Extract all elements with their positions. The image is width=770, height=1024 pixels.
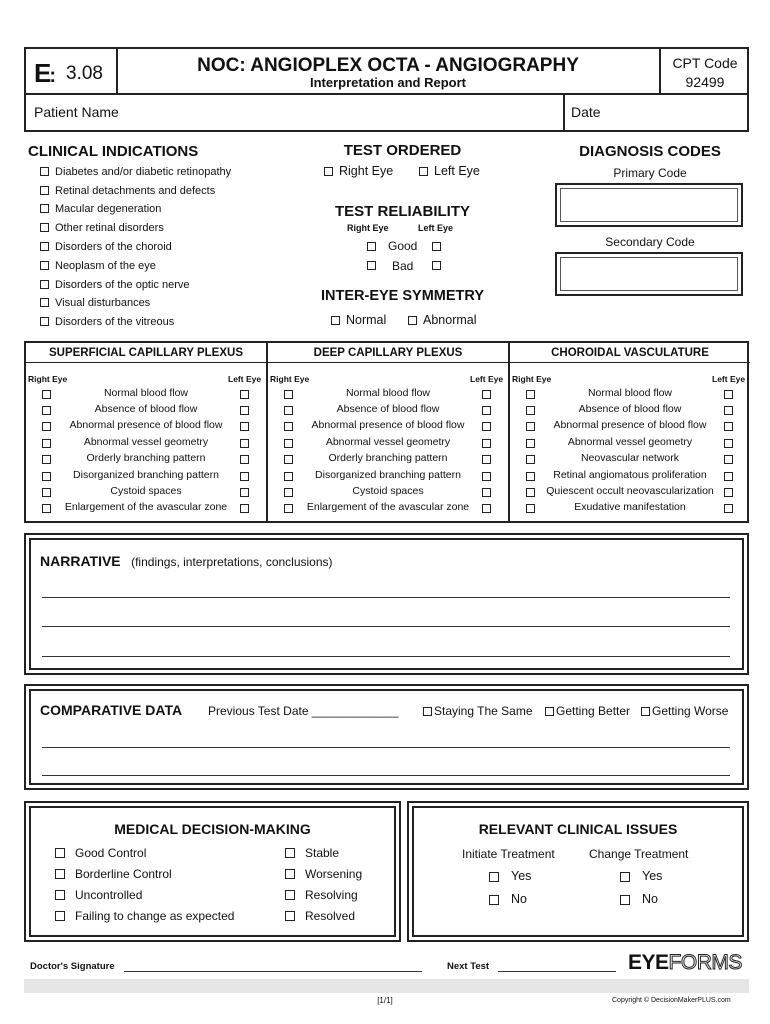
reliability-left-label: Left Eye xyxy=(418,223,454,233)
diagnosis-heading: DIAGNOSIS CODES xyxy=(579,143,721,160)
plexus-left-eye-checkbox[interactable] xyxy=(240,390,249,399)
plexus-column-heading: DEEP CAPILLARY PLEXUS xyxy=(268,343,508,363)
page-title: NOC: ANGIOPLEX OCTA - ANGIOGRAPHY xyxy=(197,55,579,76)
mdm-item[interactable] xyxy=(285,846,339,860)
clinical-indications-heading: CLINICAL INDICATIONS xyxy=(28,143,199,160)
mdm-checkbox[interactable] xyxy=(285,869,295,879)
clinical-indication-item[interactable] xyxy=(40,279,190,291)
mdm-label: Stable xyxy=(305,846,340,860)
page-subtitle: Interpretation and Report xyxy=(309,75,466,90)
plexus-right-eye-label: Right Eye xyxy=(28,374,68,384)
plexus-right-eye-checkbox[interactable] xyxy=(526,422,535,431)
clinical-indication-label: Other retinal disorders xyxy=(55,222,164,234)
reliability-bad-label: Bad xyxy=(392,259,414,273)
primary-code-input[interactable] xyxy=(560,188,738,222)
mdm-checkbox[interactable] xyxy=(55,869,65,879)
mdm-label: Failing to change as expected xyxy=(75,909,235,923)
clinical-indication-checkbox[interactable] xyxy=(40,298,49,307)
plexus-right-eye-checkbox[interactable] xyxy=(526,406,535,415)
test-reliability-heading: TEST RELIABILITY xyxy=(335,203,470,220)
page-number: [1/1] xyxy=(377,996,393,1005)
rci-initiate-no[interactable]: No xyxy=(489,892,527,906)
plexus-left-eye-checkbox[interactable] xyxy=(482,406,491,415)
rci-initiate-yes-checkbox[interactable] xyxy=(489,872,499,882)
mdm-label: Borderline Control xyxy=(75,867,172,881)
plexus-left-eye-checkbox[interactable] xyxy=(240,472,249,481)
plexus-row-label: Abnormal presence of blood flow xyxy=(311,419,465,431)
mdm-label: Resolved xyxy=(305,909,356,923)
copyright: Copyright © DecisionMakerPLUS.com xyxy=(612,997,731,1004)
plexus-right-eye-checkbox[interactable] xyxy=(526,390,535,399)
plexus-right-eye-checkbox[interactable] xyxy=(284,488,293,497)
clinical-indication-label: Neoplasm of the eye xyxy=(55,260,156,272)
test-ordered-left-checkbox[interactable] xyxy=(419,167,428,176)
rci-initiate-no-checkbox[interactable] xyxy=(489,895,499,905)
plexus-right-eye-checkbox[interactable] xyxy=(42,488,51,497)
plexus-left-eye-checkbox[interactable] xyxy=(724,406,733,415)
patient-name-field[interactable] xyxy=(26,96,562,130)
symmetry-abnormal[interactable]: Abnormal xyxy=(408,313,477,327)
plexus-right-eye-label: Right Eye xyxy=(512,374,552,384)
plexus-row-label: Normal blood flow xyxy=(103,387,189,399)
plexus-right-eye-checkbox[interactable] xyxy=(42,422,51,431)
clinical-indication-item[interactable] xyxy=(40,241,172,253)
header-divider xyxy=(24,93,749,95)
narrative-heading-row xyxy=(40,553,333,571)
reliability-bad-left-checkbox[interactable] xyxy=(432,261,441,270)
test-ordered-heading: TEST ORDERED xyxy=(343,142,462,159)
footer-band xyxy=(24,979,749,993)
previous-test-date-field[interactable]: Previous Test Date _____________ xyxy=(208,704,399,718)
symmetry-heading: INTER-EYE SYMMETRY xyxy=(320,288,484,304)
plexus-right-eye-checkbox[interactable] xyxy=(284,390,293,399)
plexus-left-eye-checkbox[interactable] xyxy=(482,455,491,464)
clinical-indication-checkbox[interactable] xyxy=(40,317,49,326)
mdm-label: Resolving xyxy=(305,888,358,902)
plexus-divider-2 xyxy=(508,341,510,523)
mdm-item[interactable] xyxy=(55,867,172,881)
rci-change-yes-checkbox[interactable] xyxy=(620,872,630,882)
plexus-left-eye-checkbox[interactable] xyxy=(724,422,733,431)
clinical-indication-item[interactable] xyxy=(40,166,231,178)
plexus-right-eye-checkbox[interactable] xyxy=(42,439,51,448)
rci-change-no[interactable]: No xyxy=(620,892,658,906)
rci-change-no-checkbox[interactable] xyxy=(620,895,630,905)
plexus-right-eye-checkbox[interactable] xyxy=(284,422,293,431)
reliability-good-label: Good xyxy=(388,239,418,253)
date-field[interactable] xyxy=(565,96,747,130)
narrative-line-3[interactable] xyxy=(42,656,730,657)
plexus-row-label: Normal blood flow xyxy=(345,387,431,399)
plexus-row-label: Cystoid spaces xyxy=(110,485,182,497)
plexus-right-eye-checkbox[interactable] xyxy=(284,406,293,415)
comparative-line-1[interactable] xyxy=(42,747,730,748)
plexus-right-eye-checkbox[interactable] xyxy=(526,488,535,497)
plexus-left-eye-checkbox[interactable] xyxy=(240,455,249,464)
mdm-label: Good Control xyxy=(75,846,147,860)
plexus-left-eye-checkbox[interactable] xyxy=(240,406,249,415)
plexus-left-eye-checkbox[interactable] xyxy=(482,472,491,481)
plexus-row-label: Orderly branching pattern xyxy=(328,452,448,464)
plexus-right-eye-checkbox[interactable] xyxy=(42,406,51,415)
plexus-left-eye-checkbox[interactable] xyxy=(240,504,249,513)
clinical-indication-label: Disorders of the choroid xyxy=(55,241,172,253)
secondary-code-input[interactable] xyxy=(560,257,738,291)
clinical-indication-item[interactable] xyxy=(40,260,156,272)
symmetry-normal-checkbox[interactable] xyxy=(331,316,340,325)
plexus-divider-1 xyxy=(266,341,268,523)
narrative-line-1[interactable] xyxy=(42,597,730,598)
plexus-right-eye-checkbox[interactable] xyxy=(284,472,293,481)
clinical-indication-checkbox[interactable] xyxy=(40,167,49,176)
comparative-better[interactable]: Getting Better xyxy=(545,704,630,718)
clinical-indication-item[interactable] xyxy=(40,297,150,309)
clinical-indication-checkbox[interactable] xyxy=(40,186,49,195)
plexus-right-eye-checkbox[interactable] xyxy=(526,504,535,513)
plexus-left-eye-checkbox[interactable] xyxy=(482,422,491,431)
plexus-row-label: Orderly branching pattern xyxy=(86,452,206,464)
mdm-item[interactable] xyxy=(285,909,355,923)
clinical-indication-checkbox[interactable] xyxy=(40,280,49,289)
comparative-heading: COMPARATIVE DATA xyxy=(40,702,183,718)
comparative-line-2[interactable] xyxy=(42,775,730,776)
plexus-row-label: Cystoid spaces xyxy=(352,485,424,497)
plexus-right-eye-checkbox[interactable] xyxy=(284,439,293,448)
primary-code-label: Primary Code xyxy=(613,166,687,180)
plexus-column-heading: CHOROIDAL VASCULATURE xyxy=(510,343,750,363)
narrative-hint: (findings, interpretations, conclusions) xyxy=(131,555,333,569)
plexus-row-label: Enlargement of the avascular zone xyxy=(306,501,470,513)
eyeforms-logo: EYEFORMS xyxy=(628,951,742,974)
clinical-indication-label: Macular degeneration xyxy=(55,203,162,215)
plexus-row-label: Disorganized branching pattern xyxy=(315,469,461,481)
plexus-left-eye-checkbox[interactable] xyxy=(724,472,733,481)
plexus-row-label: Abnormal presence of blood flow xyxy=(553,419,707,431)
clinical-indication-label: Disorders of the optic nerve xyxy=(55,279,190,291)
symmetry-abnormal-checkbox[interactable] xyxy=(408,316,417,325)
clinical-indication-label: Retinal detachments and defects xyxy=(55,185,216,197)
plexus-left-eye-label: Left Eye xyxy=(712,374,746,384)
mdm-checkbox[interactable] xyxy=(285,911,295,921)
comparative-same-checkbox[interactable] xyxy=(423,707,432,716)
rci-initiate-label: Initiate Treatment xyxy=(462,847,555,861)
patient-name-label: Patient Name xyxy=(34,104,119,120)
next-test-label: Next Test xyxy=(447,961,490,972)
plexus-left-eye-checkbox[interactable] xyxy=(724,455,733,464)
comparative-better-checkbox[interactable] xyxy=(545,707,554,716)
plexus-right-eye-checkbox[interactable] xyxy=(42,455,51,464)
plexus-row-label: Abnormal vessel geometry xyxy=(325,436,451,448)
clinical-indication-label: Diabetes and/or diabetic retinopathy xyxy=(55,166,232,178)
mdm-checkbox[interactable] xyxy=(55,890,65,900)
clinical-indication-label: Visual disturbances xyxy=(55,297,151,309)
plexus-row-label: Disorganized branching pattern xyxy=(73,469,219,481)
plexus-row-label: Absence of blood flow xyxy=(578,403,682,415)
plexus-row-label: Normal blood flow xyxy=(587,387,673,399)
rci-change-yes[interactable]: Yes xyxy=(620,869,662,883)
rci-change-label: Change Treatment xyxy=(589,847,689,861)
mdm-item[interactable] xyxy=(285,888,358,902)
plexus-row-label: Neovascular network xyxy=(580,452,680,464)
reliability-good-right-checkbox[interactable] xyxy=(367,242,376,251)
plexus-left-eye-checkbox[interactable] xyxy=(482,504,491,513)
plexus-right-eye-checkbox[interactable] xyxy=(284,504,293,513)
plexus-left-eye-checkbox[interactable] xyxy=(724,390,733,399)
mdm-label: Uncontrolled xyxy=(75,888,143,902)
test-ordered-right[interactable]: Right Eye xyxy=(324,164,393,178)
plexus-column-heading: SUPERFICIAL CAPILLARY PLEXUS xyxy=(26,343,266,363)
reliability-good-left-checkbox[interactable] xyxy=(432,242,441,251)
plexus-right-eye-checkbox[interactable] xyxy=(526,439,535,448)
plexus-left-eye-checkbox[interactable] xyxy=(724,439,733,448)
plexus-left-eye-label: Left Eye xyxy=(228,374,262,384)
plexus-left-eye-checkbox[interactable] xyxy=(240,439,249,448)
mdm-item[interactable] xyxy=(55,909,234,923)
clinical-indication-checkbox[interactable] xyxy=(40,204,49,213)
rci-heading: RELEVANT CLINICAL ISSUES xyxy=(478,821,678,837)
form-logo: E: xyxy=(34,58,55,88)
plexus-right-eye-checkbox[interactable] xyxy=(42,390,51,399)
plexus-left-eye-checkbox[interactable] xyxy=(482,390,491,399)
plexus-row-label: Quiescent occult neovascularization xyxy=(546,485,714,497)
signature-label: Doctor's Signature xyxy=(30,961,115,972)
test-ordered-left[interactable]: Left Eye xyxy=(419,164,480,178)
mdm-checkbox[interactable] xyxy=(55,911,65,921)
cpt-value: 92499 xyxy=(685,74,725,90)
plexus-right-eye-checkbox[interactable] xyxy=(526,472,535,481)
cpt-label: CPT Code xyxy=(672,55,738,71)
clinical-indication-checkbox[interactable] xyxy=(40,242,49,251)
reliability-bad-right-checkbox[interactable] xyxy=(367,261,376,270)
comparative-same[interactable]: Staying The Same xyxy=(423,704,533,718)
plexus-row-label: Absence of blood flow xyxy=(94,403,198,415)
mdm-item[interactable] xyxy=(285,867,362,881)
date-label: Date xyxy=(571,104,601,120)
rci-initiate-yes[interactable]: Yes xyxy=(489,869,531,883)
mdm-heading: MEDICAL DECISION-MAKING xyxy=(114,821,311,837)
narrative-line-2[interactable] xyxy=(42,626,730,627)
plexus-left-eye-checkbox[interactable] xyxy=(240,488,249,497)
mdm-item[interactable] xyxy=(55,846,146,860)
plexus-row-label: Exudative manifestation xyxy=(574,501,686,513)
clinical-indication-item[interactable] xyxy=(40,203,161,215)
clinical-indication-checkbox[interactable] xyxy=(40,223,49,232)
comparative-worse[interactable]: Getting Worse xyxy=(641,704,728,718)
plexus-row-label: Enlargement of the avascular zone xyxy=(64,501,228,513)
signature-line[interactable] xyxy=(124,971,422,972)
plexus-left-eye-checkbox[interactable] xyxy=(724,488,733,497)
clinical-indication-label: Disorders of the vitreous xyxy=(55,316,175,328)
narrative-heading: NARRATIVE xyxy=(40,553,121,569)
plexus-row-label: Abnormal vessel geometry xyxy=(567,436,693,448)
mdm-checkbox[interactable] xyxy=(285,848,295,858)
plexus-row-label: Retinal angiomatous proliferation xyxy=(553,469,707,481)
symmetry-normal[interactable]: Normal xyxy=(331,313,386,327)
clinical-indication-item[interactable] xyxy=(40,185,215,197)
clinical-indication-item[interactable] xyxy=(40,222,164,234)
test-ordered-right-checkbox[interactable] xyxy=(324,167,333,176)
plexus-right-eye-checkbox[interactable] xyxy=(284,455,293,464)
plexus-row-label: Abnormal presence of blood flow xyxy=(69,419,223,431)
plexus-left-eye-checkbox[interactable] xyxy=(482,439,491,448)
mdm-item[interactable] xyxy=(55,888,142,902)
plexus-right-eye-label: Right Eye xyxy=(270,374,310,384)
mdm-checkbox[interactable] xyxy=(285,890,295,900)
clinical-indication-checkbox[interactable] xyxy=(40,261,49,270)
clinical-indication-item[interactable] xyxy=(40,316,174,328)
primary-code-box[interactable] xyxy=(555,183,743,227)
plexus-left-eye-checkbox[interactable] xyxy=(724,504,733,513)
plexus-row-label: Absence of blood flow xyxy=(336,403,440,415)
next-test-line[interactable] xyxy=(498,971,616,972)
secondary-code-label: Secondary Code xyxy=(605,235,695,249)
plexus-row-label: Abnormal vessel geometry xyxy=(83,436,209,448)
mdm-checkbox[interactable] xyxy=(55,848,65,858)
plexus-left-eye-checkbox[interactable] xyxy=(482,488,491,497)
plexus-right-eye-checkbox[interactable] xyxy=(526,455,535,464)
plexus-right-eye-checkbox[interactable] xyxy=(42,504,51,513)
plexus-right-eye-checkbox[interactable] xyxy=(42,472,51,481)
secondary-code-box[interactable] xyxy=(555,252,743,296)
form-number: 3.08 xyxy=(66,63,103,84)
plexus-left-eye-label: Left Eye xyxy=(470,374,504,384)
reliability-right-label: Right Eye xyxy=(347,223,389,233)
comparative-worse-checkbox[interactable] xyxy=(641,707,650,716)
mdm-label: Worsening xyxy=(305,867,363,881)
plexus-left-eye-checkbox[interactable] xyxy=(240,422,249,431)
